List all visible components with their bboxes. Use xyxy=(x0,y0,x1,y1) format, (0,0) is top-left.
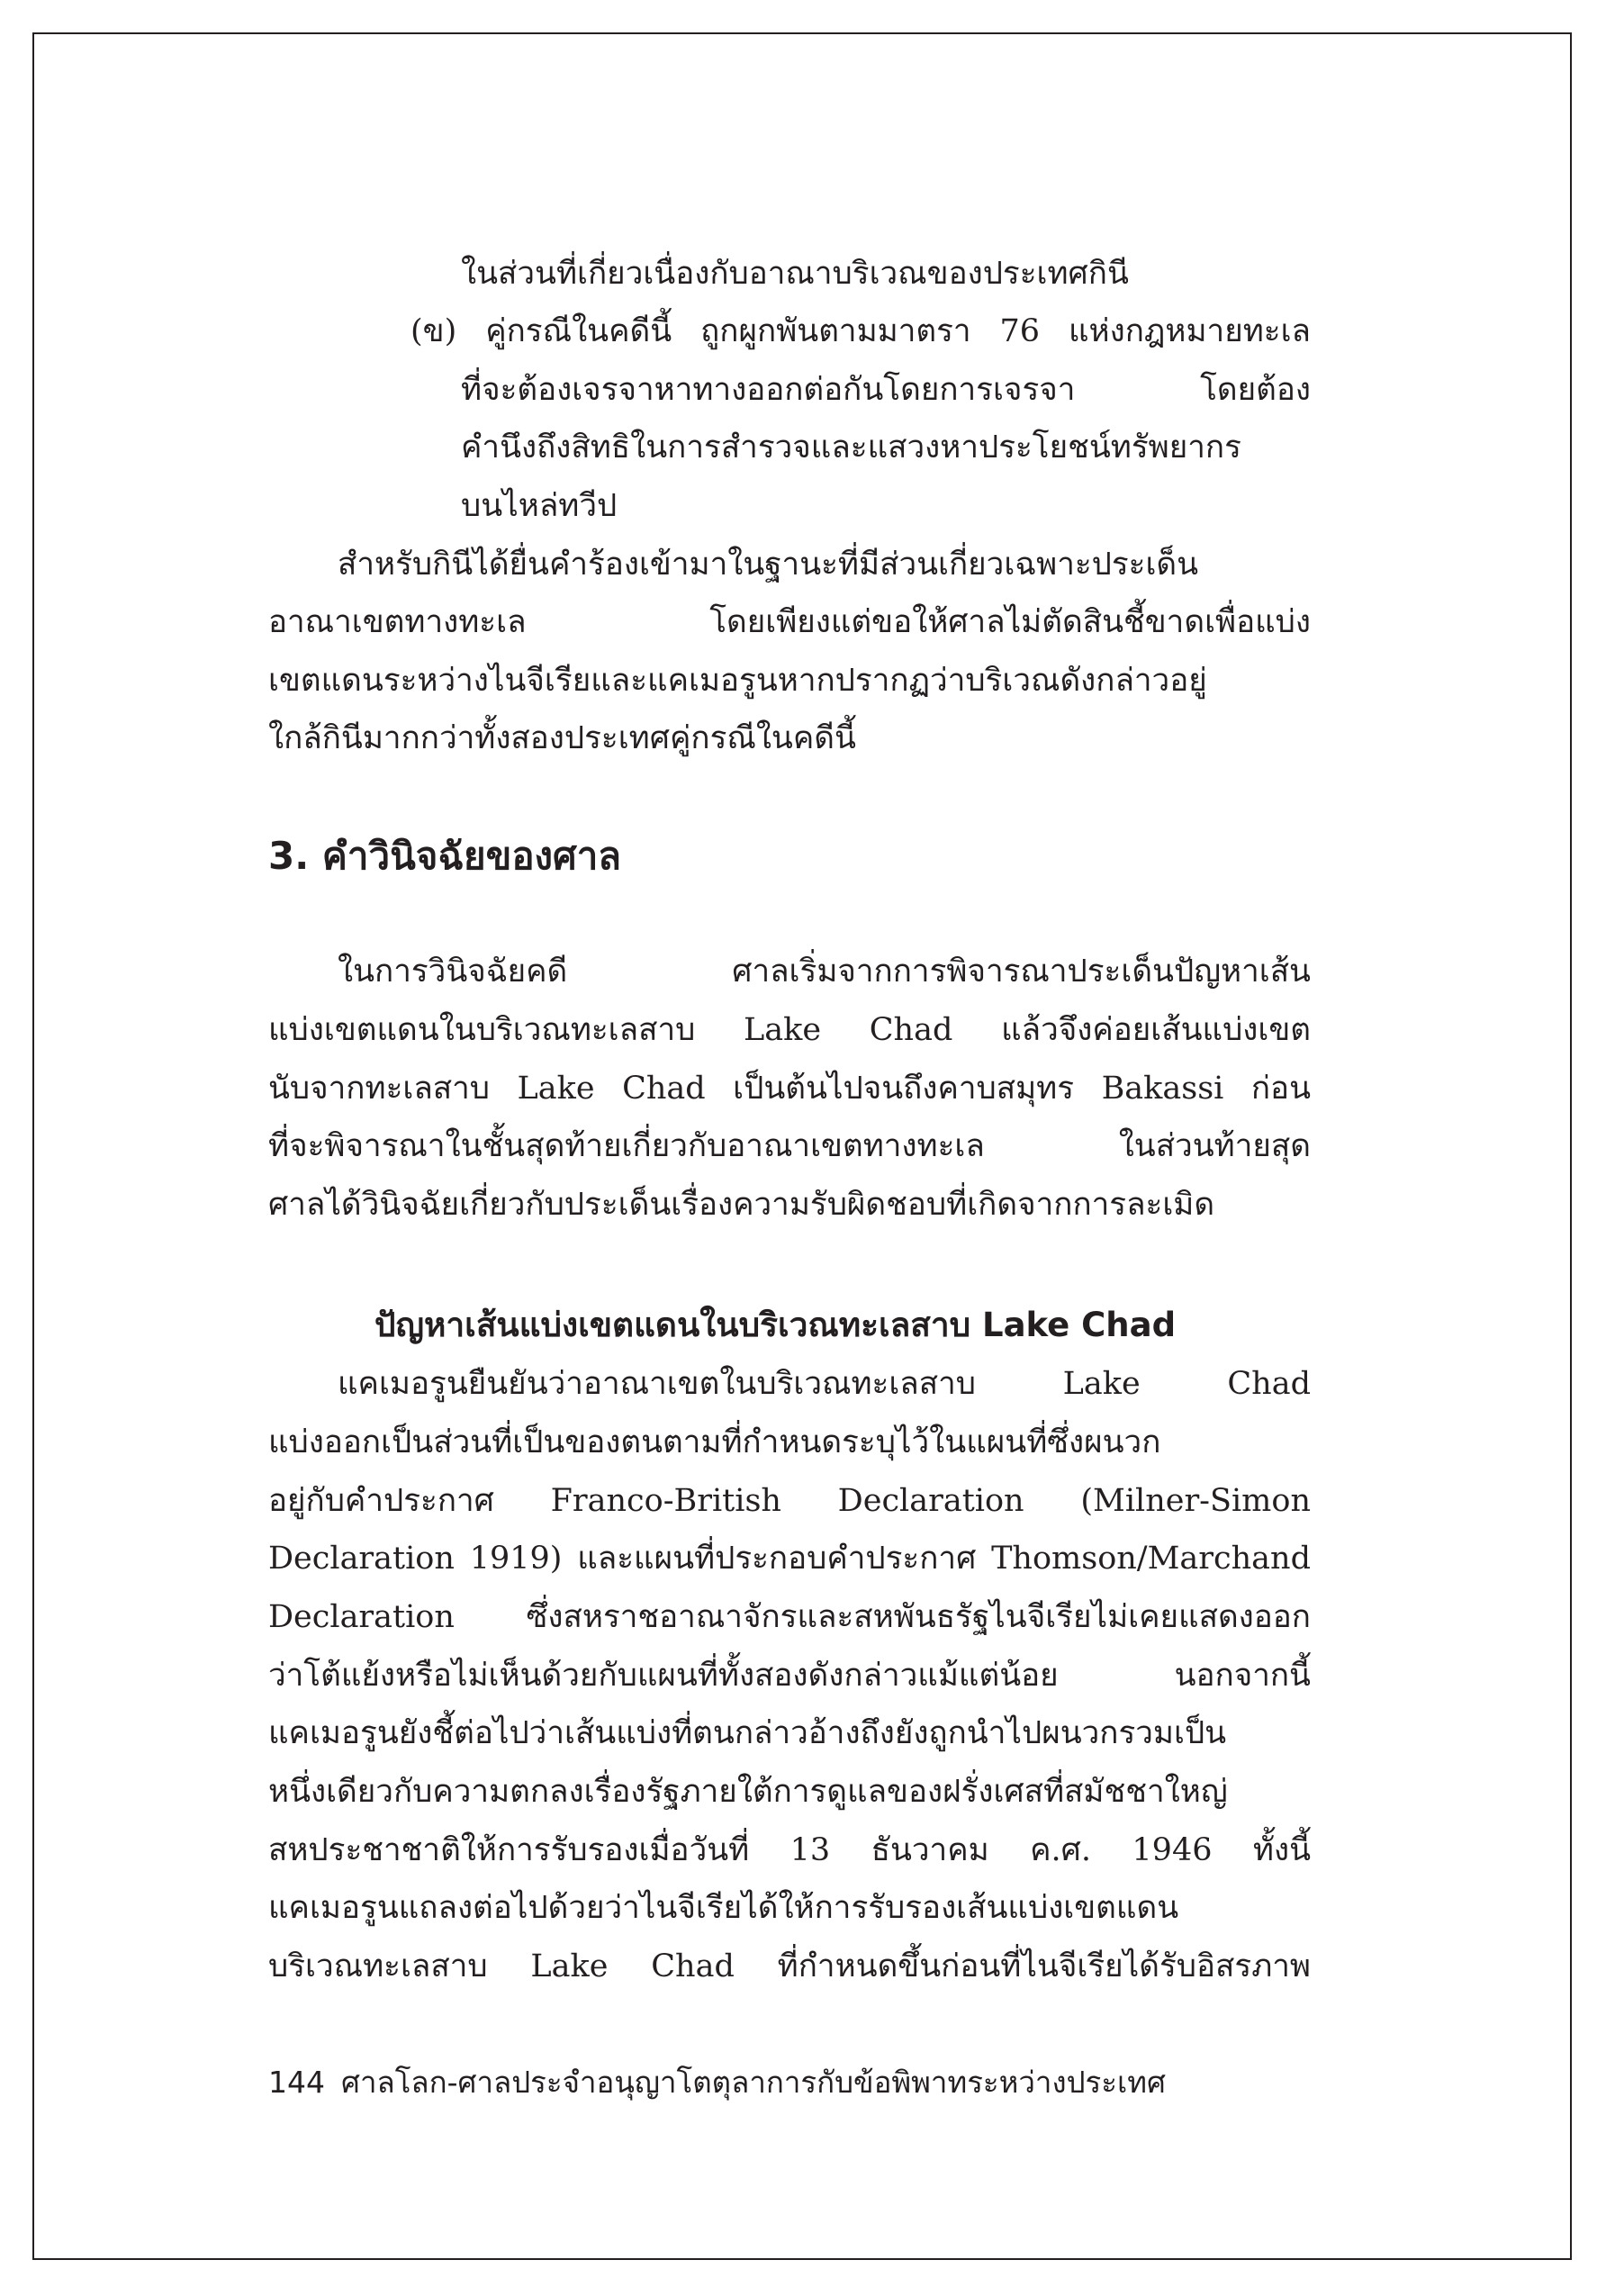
page-footer xyxy=(268,2065,1166,2100)
paragraph-line: Declaration 1919) และแผนที่ประกอบคำประกาศ Thomson/Marchand xyxy=(268,1541,1311,1577)
paragraph-line: Declaration ซึ่งสหราชอาณาจักรและสหพันธรัฐไนจีเรียไม่เคยแสดงออก xyxy=(268,1599,1311,1635)
paragraph-line: แบ่งเขตแดนในบริเวณทะเลสาบ Lake Chad แล้วจึงค่อยเส้นแบ่งเขต xyxy=(268,1012,1311,1048)
paragraph-line: ศาลได้วินิจฉัยเกี่ยวกับประเด็นเรื่องความรับผิดชอบที่เกิดจากการละเมิด xyxy=(268,1187,1215,1223)
paragraph-line: แคเมอรูนแถลงต่อไปด้วยว่าไนจีเรียได้ให้การรับรองเส้นแบ่งเขตแดน xyxy=(268,1890,1179,1926)
paragraph-line: นับจากทะเลสาบ Lake Chad เป็นต้นไปจนถึงคาบสมุทร Bakassi ก่อน xyxy=(268,1071,1311,1107)
running-title: ศาลโลก-ศาลประจำอนุญาโตตุลาการกับข้อพิพาทระหว่างประเทศ xyxy=(341,2065,1166,2100)
paragraph-line: ที่จะต้องเจรจาหาทางออกต่อกันโดยการเจรจา โดยต้อง xyxy=(461,372,1311,408)
paragraph-line: สำหรับกินีได้ยื่นคำร้องเข้ามาในฐานะที่มีส่วนเกี่ยวเฉพาะประเด็น xyxy=(338,547,1199,583)
paragraph-line: ที่จะพิจารณาในชั้นสุดท้ายเกี่ยวกับอาณาเขตทางทะเล ในส่วนท้ายสุด xyxy=(268,1128,1311,1164)
paragraph-line: สหประชาชาติให้การรับรองเมื่อวันที่ 13 ธันวาคม ค.ศ. 1946 ทั้งนี้ xyxy=(268,1832,1311,1868)
page-number: 144 xyxy=(268,2065,325,2100)
paragraph-line: อยู่กับคำประกาศ Franco-British Declaration (Milner-Simon xyxy=(268,1483,1311,1519)
paragraph-line: ว่าโต้แย้งหรือไม่เห็นด้วยกับแผนที่ทั้งสองดังกล่าวแม้แต่น้อย นอกจากนี้ xyxy=(268,1658,1311,1694)
paragraph-line: ในการวินิจฉัยคดี ศาลเริ่มจากการพิจารณาประเด็นปัญหาเส้น xyxy=(338,954,1311,990)
paragraph-line: อาณาเขตทางทะเล โดยเพียงแต่ขอให้ศาลไม่ตัดสินชี้ขาดเพื่อแบ่ง xyxy=(268,604,1311,640)
paragraph-line: ในส่วนที่เกี่ยวเนื่องกับอาณาบริเวณของประเทศกินี xyxy=(461,256,1129,292)
paragraph-line: เขตแดนระหว่างไนจีเรียและแคเมอรูนหากปรากฏว่าบริเวณดังกล่าวอยู่ xyxy=(268,663,1207,699)
subsection-heading: ปัญหาเส้นแบ่งเขตแดนในบริเวณทะเลสาบ Lake Chad xyxy=(374,1306,1177,1344)
section-heading: 3. คำวินิจฉัยของศาล xyxy=(268,834,622,878)
paragraph-line: หนึ่งเดียวกับความตกลงเรื่องรัฐภายใต้การดูแลของฝรั่งเศสที่สมัชชาใหญ่ xyxy=(268,1774,1228,1810)
paragraph-line: บริเวณทะเลสาบ Lake Chad ที่กำหนดขึ้นก่อนที่ไนจีเรียได้รับอิสรภาพ xyxy=(268,1948,1311,1984)
paragraph-line: ใกล้กินีมากกว่าทั้งสองประเทศคู่กรณีในคดีนี้ xyxy=(268,720,856,756)
paragraph-line: บนไหล่ทวีป xyxy=(461,488,618,524)
paragraph-line: คำนึงถึงสิทธิในการสำรวจและแสวงหาประโยชน์ทรัพยากร xyxy=(461,429,1241,466)
paragraph-line: แบ่งออกเป็นส่วนที่เป็นของตนตามที่กำหนดระบุไว้ในแผนที่ซึ่งผนวก xyxy=(268,1424,1161,1460)
paragraph-line: แคเมอรูนยืนยันว่าอาณาเขตในบริเวณทะเลสาบ Lake Chad xyxy=(338,1366,1311,1402)
paragraph-line: แคเมอรูนยังชี้ต่อไปว่าเส้นแบ่งที่ตนกล่าวอ้างถึงยังถูกนำไปผนวกรวมเป็น xyxy=(268,1715,1227,1751)
paragraph-line: (ข) คู่กรณีในคดีนี้ ถูกผูกพันตามมาตรา 76 แห่งกฎหมายทะเล xyxy=(411,313,1311,349)
